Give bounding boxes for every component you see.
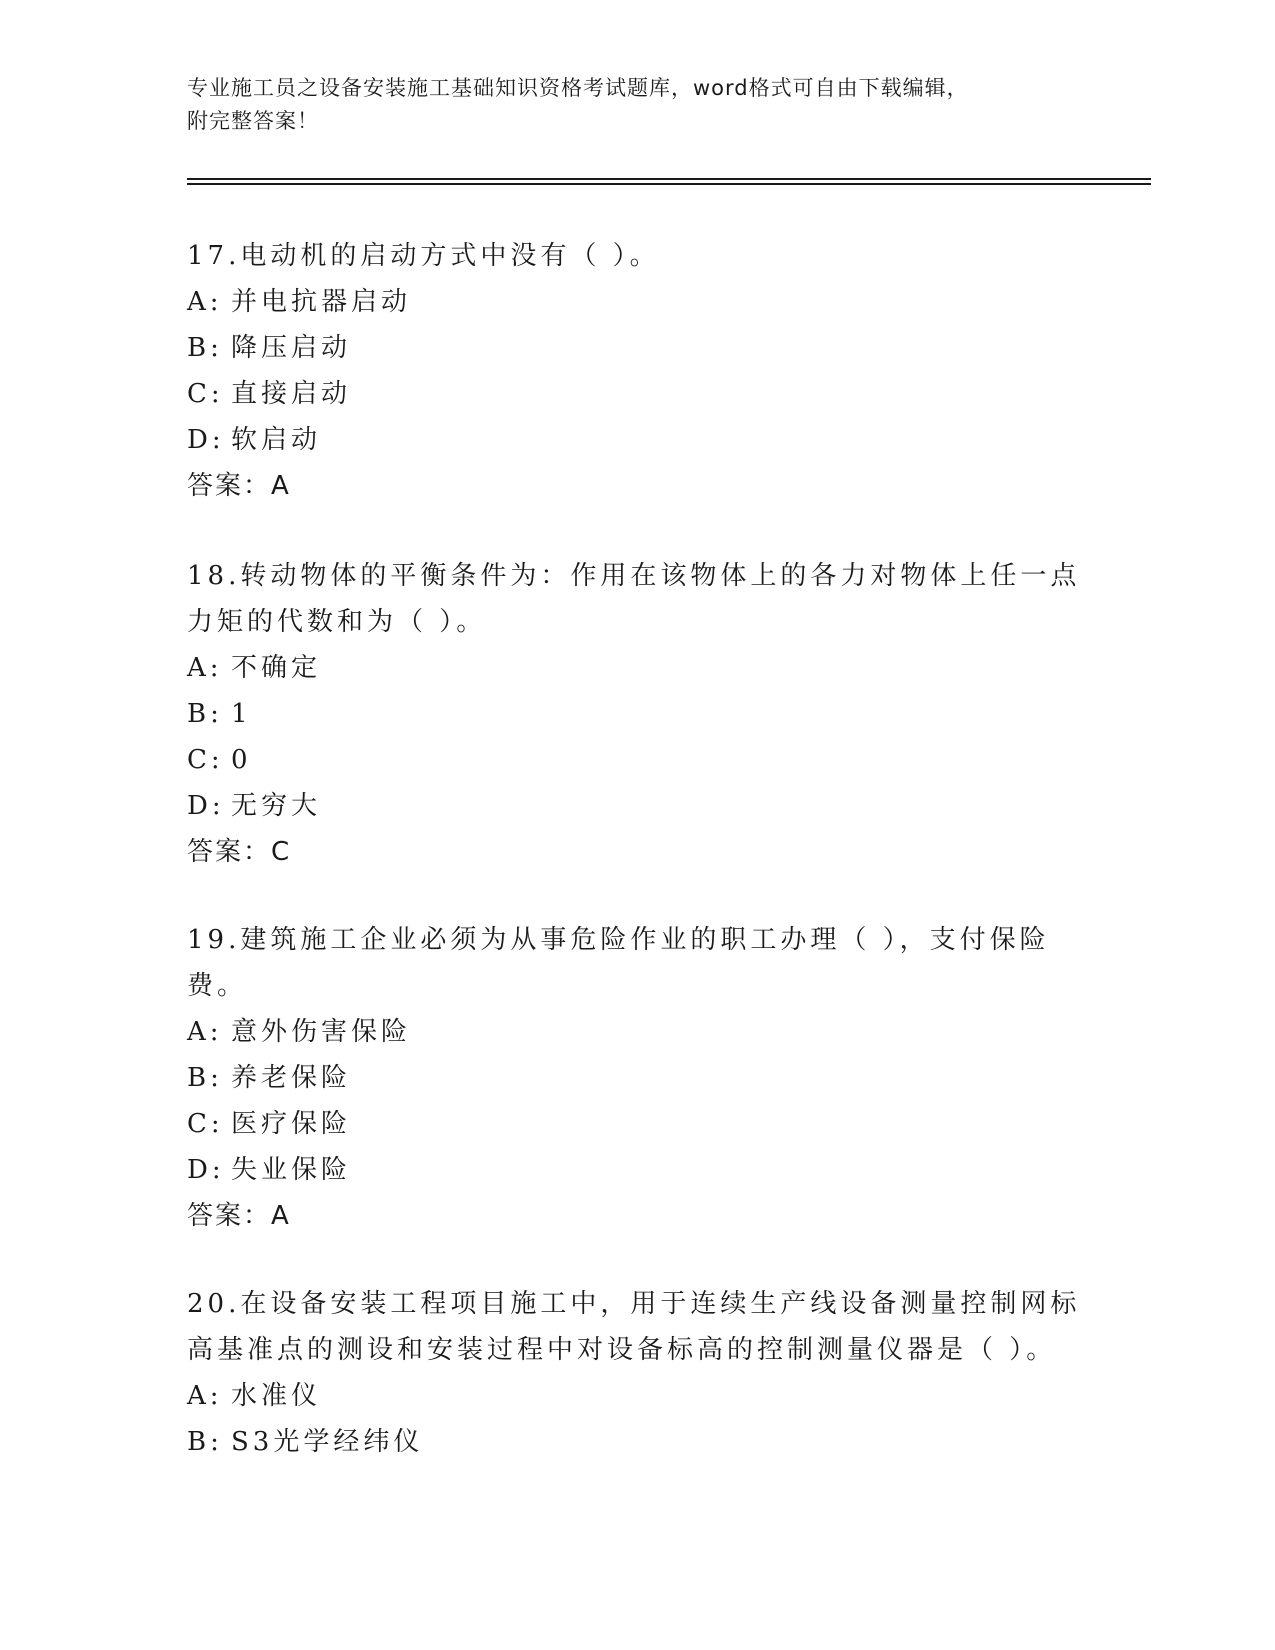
option-letter: D:: [187, 425, 225, 455]
option-b: [187, 325, 1087, 371]
option-c: [187, 1101, 1087, 1147]
option-text: 并电抗器启动: [231, 287, 412, 317]
question-17: [187, 233, 1087, 509]
option-letter: D:: [187, 1155, 225, 1185]
option-text: 医疗保险: [231, 1109, 352, 1139]
option-letter: A:: [187, 287, 223, 317]
option-letter: C:: [187, 1109, 224, 1139]
option-d: [187, 1147, 1087, 1193]
option-text: 不确定: [231, 653, 322, 683]
option-c: [187, 371, 1087, 417]
question-20: [187, 1281, 1087, 1465]
header-divider-bottom: [187, 183, 1151, 185]
option-text: S3光学经纬仪: [231, 1427, 424, 1457]
option-b: [187, 1055, 1087, 1101]
option-a: [187, 279, 1087, 325]
option-text: 1: [231, 699, 252, 729]
option-letter: A:: [187, 653, 223, 683]
document-header: [187, 72, 1087, 138]
option-c: [187, 737, 1087, 783]
option-letter: C:: [187, 379, 224, 409]
option-text: 失业保险: [231, 1155, 352, 1185]
question-stem: 18.转动物体的平衡条件为：作用在该物体上的各力对物体上任一点力矩的代数和为（ ）。: [187, 561, 1081, 637]
option-b: [187, 691, 1087, 737]
option-text: 降压启动: [231, 333, 352, 363]
option-text: 养老保险: [231, 1063, 352, 1093]
option-letter: B:: [187, 1063, 223, 1093]
question-18: [187, 553, 1087, 875]
option-a: [187, 645, 1087, 691]
option-letter: B:: [187, 1427, 223, 1457]
question-stem: 17.电动机的启动方式中没有（ ）。: [187, 241, 660, 271]
answer-line: 答案：C: [187, 837, 292, 867]
option-text: 无穷大: [231, 791, 322, 821]
option-b: [187, 1419, 1087, 1465]
option-letter: A:: [187, 1381, 223, 1411]
option-letter: B:: [187, 699, 223, 729]
option-text: 意外伤害保险: [231, 1017, 412, 1047]
option-letter: B:: [187, 333, 223, 363]
header-line-2: 附完整答案！: [187, 109, 319, 133]
option-text: 0: [231, 745, 252, 775]
option-a: [187, 1009, 1087, 1055]
option-letter: A:: [187, 1017, 223, 1047]
option-text: 直接启动: [231, 379, 352, 409]
option-text: 水准仪: [231, 1381, 322, 1411]
option-d: [187, 783, 1087, 829]
option-letter: C:: [187, 745, 224, 775]
answer-line: 答案：A: [187, 1201, 291, 1231]
option-text: 软启动: [231, 425, 322, 455]
option-a: [187, 1373, 1087, 1419]
question-stem: 20.在设备安装工程项目施工中，用于连续生产线设备测量控制网标高基准点的测设和安装过程中对设备标高的控制测量仪器是（ ）。: [187, 1289, 1081, 1365]
question-19: [187, 917, 1087, 1239]
option-letter: D:: [187, 791, 225, 821]
question-stem: 19.建筑施工企业必须为从事危险作业的职工办理（ ），支付保险费。: [187, 925, 1050, 1001]
header-divider-top: [187, 178, 1151, 180]
answer-line: 答案：A: [187, 471, 291, 501]
header-line-1: 专业施工员之设备安装施工基础知识资格考试题库，word格式可自由下载编辑，: [187, 76, 969, 100]
option-d: [187, 417, 1087, 463]
